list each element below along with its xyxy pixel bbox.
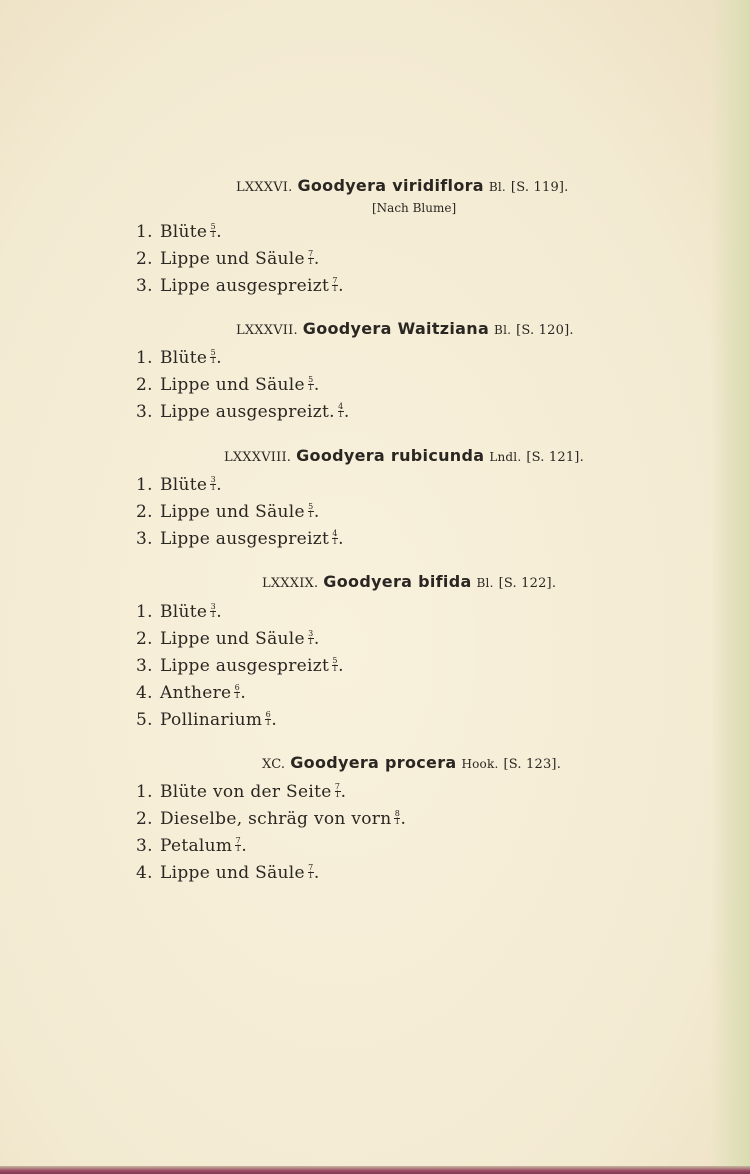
list-item: 2. Lippe und Säule $\frac{5}{1}$ . (136, 375, 320, 395)
species-name: Goodyera procera (290, 753, 457, 772)
magnification-fraction: $\frac{3}{1}$ (210, 602, 216, 619)
magnification-fraction: $\frac{7}{1}$ (308, 863, 314, 880)
species-name: Goodyera viridiflora (297, 176, 484, 195)
list-item: 1. Blüte von der Seite $\frac{7}{1}$ . (136, 782, 347, 802)
species-name: Goodyera Waitziana (302, 319, 490, 338)
plate-number: XC. (262, 757, 286, 772)
magnification-fraction: $\frac{8}{1}$ (394, 809, 401, 826)
plate-number: LXXXVI. (236, 180, 293, 195)
list-item: 3. Lippe ausgespreizt $\frac{5}{1}$ . (136, 656, 344, 676)
list-item: 1. Blüte $\frac{3}{1}$ . (136, 475, 222, 495)
page-reference: [S. 120]. (516, 323, 574, 338)
magnification-fraction: $\frac{5}{1}$ (308, 375, 314, 392)
author-abbrev: Bl. (476, 576, 494, 590)
list-item: 1. Blüte $\frac{5}{1}$ . (136, 348, 222, 368)
species-name: Goodyera bifida (323, 572, 472, 591)
list-item: 1. Blüte $\frac{5}{1}$ . (136, 222, 222, 242)
magnification-fraction: $\frac{5}{1}$ (308, 502, 314, 519)
page-edge-shadow (710, 0, 750, 1174)
list-item: 3. Lippe ausgespreizt $\frac{7}{1}$ . (136, 276, 344, 296)
magnification-fraction: $\frac{7}{1}$ (332, 276, 338, 293)
page-reference: [S. 121]. (526, 450, 584, 465)
magnification-fraction: $\frac{4}{1}$ (332, 529, 338, 546)
magnification-fraction: $\frac{5}{1}$ (332, 656, 338, 673)
author-abbrev: Bl. (494, 323, 512, 337)
magnification-fraction: $\frac{4}{1}$ (338, 402, 344, 419)
author-abbrev: Hook. (461, 757, 499, 771)
section-heading (236, 319, 574, 338)
magnification-fraction: $\frac{3}{1}$ (308, 629, 314, 646)
section-heading (262, 753, 561, 772)
list-item: 2. Lippe und Säule $\frac{5}{1}$ . (136, 502, 320, 522)
magnification-fraction: $\frac{7}{1}$ (334, 782, 341, 799)
list-item: 2. Lippe und Säule $\frac{3}{1}$ . (136, 629, 320, 649)
section-heading (236, 176, 569, 195)
magnification-fraction: $\frac{3}{1}$ (210, 475, 216, 492)
list-item: 3. Lippe ausgespreizt. $\frac{4}{1}$ . (136, 402, 350, 422)
list-item: 1. Blüte $\frac{3}{1}$ . (136, 602, 222, 622)
section-heading (224, 446, 584, 465)
magnification-fraction: $\frac{7}{1}$ (308, 249, 314, 266)
author-abbrev: Bl. (488, 180, 506, 194)
list-item: 2. Lippe und Säule $\frac{7}{1}$ . (136, 249, 320, 269)
page-reference: [S. 122]. (498, 576, 557, 591)
plate-number: LXXXIX. (262, 576, 319, 591)
plate-number: LXXXVII. (236, 323, 298, 338)
page-reference: [S. 119]. (510, 180, 569, 195)
list-item: 3. Lippe ausgespreizt $\frac{4}{1}$ . (136, 529, 344, 549)
author-abbrev: Lndl. (489, 450, 522, 464)
list-item: 2. Dieselbe, schräg von vorn $\frac{8}{1}$ . (136, 809, 407, 829)
page-reference: [S. 123]. (503, 757, 562, 772)
magnification-fraction: $\frac{5}{1}$ (210, 348, 216, 365)
list-item: 3. Petalum $\frac{7}{1}$ . (136, 836, 248, 856)
section-heading (262, 572, 556, 591)
species-name: Goodyera rubicunda (296, 446, 485, 465)
magnification-fraction: $\frac{6}{1}$ (265, 710, 271, 727)
list-item: 4. Anthere $\frac{6}{1}$ . (136, 683, 247, 703)
page-bottom-edge (0, 1166, 750, 1174)
magnification-fraction: $\frac{5}{1}$ (210, 222, 216, 239)
plate-number: LXXXVIII. (224, 450, 292, 465)
list-item: 5. Pollinarium $\frac{6}{1}$ . (136, 710, 278, 730)
magnification-fraction: $\frac{6}{1}$ (234, 683, 241, 700)
source-note: [Nach Blume] (372, 201, 457, 215)
list-item: 4. Lippe und Säule $\frac{7}{1}$ . (136, 863, 320, 883)
magnification-fraction: $\frac{7}{1}$ (235, 836, 241, 853)
